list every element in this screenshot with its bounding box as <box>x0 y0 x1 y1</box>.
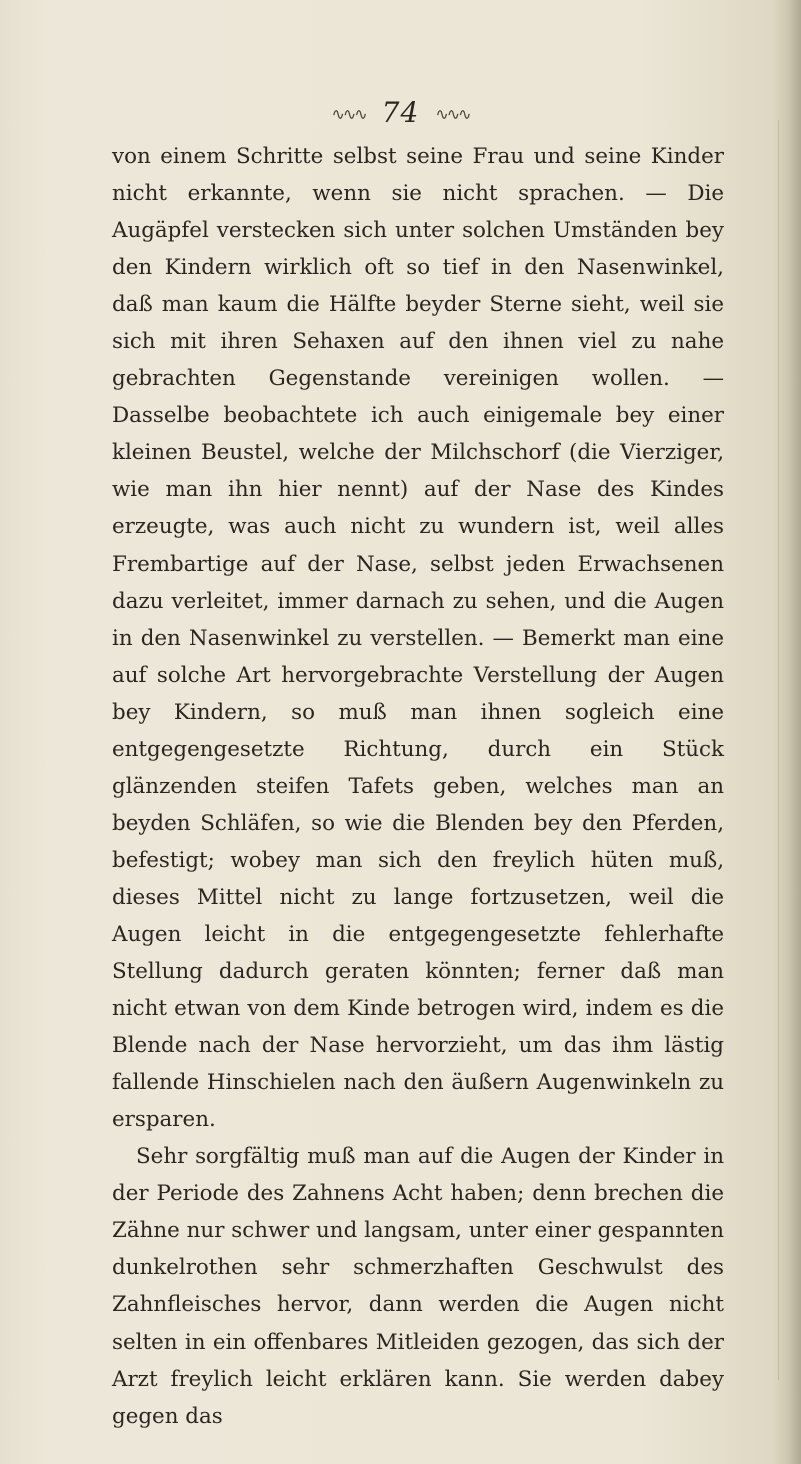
page-header <box>0 96 801 132</box>
page-edge-line <box>778 120 779 1380</box>
paragraph: Sehr sorgfältig muß man auf die Augen der Kinder in der Periode des Zahnens Acht haben; denn brechen die Zähne nur schwer und langsam, unter einer gespannten dunkelrothen sehr schmerzhaften Geschwulst des Zahnfleisches hervor, dann werden die Augen nicht selten in ein offenbares Mitleiden gezogen, das sich der Arzt freylich leicht erklären kann. Sie werden dabey gegen das <box>112 1144 724 1429</box>
body-text <box>112 138 724 1435</box>
header-ornament-left: ∿∿∿ <box>331 104 366 124</box>
paragraph: von einem Schritte selbst seine Frau und seine Kinder nicht erkannte, wenn sie nicht sprachen. — Die Augäpfel verstecken sich unter solchen Umständen bey den Kindern wirklich oft so tief in den Nasenwinkel, daß man kaum die Hälfte beyder Sterne sieht, weil sie sich mit ihren Sehaxen auf den ihnen viel zu nahe gebrachten Gegenstande vereinigen wollen. — Dasselbe beobachtete ich auch einigemale bey einer kleinen Beustel, welche der Milchschorf (die Vierziger, wie man ihn hier nennt) auf der Nase des Kindes erzeugte, was auch nicht zu wundern ist, weil alles Frembartige auf der Nase, selbst jeden Erwachsenen dazu verleitet, immer darnach zu sehen, und die Augen in den Nasenwinkel zu verstellen. — Bemerkt man eine auf solche Art hervorgebrachte Verstellung der Augen bey Kindern, so muß man ihnen sogleich eine entgegengesetzte Richtung, durch ein Stück glänzenden steifen Tafets geben, welches man an beyden Schläfen, so wie die Blenden bey den Pferden, befestigt; wobey man sich den freylich hüten muß, dieses Mittel nicht zu lange fortzusetzen, weil die Augen leicht in die entgegengesetzte fehlerhafte Stellung dadurch geraten könnten; ferner daß man nicht etwan von dem Kinde betrogen wird, indem es die Blende nach der Nase hervorzieht, um das ihm lästig fallende Hinschielen nach den äußern Augenwinkeln zu ersparen. <box>112 144 724 1133</box>
header-ornament-right: ∿∿∿ <box>435 104 470 124</box>
page-number: 74 <box>381 96 420 129</box>
